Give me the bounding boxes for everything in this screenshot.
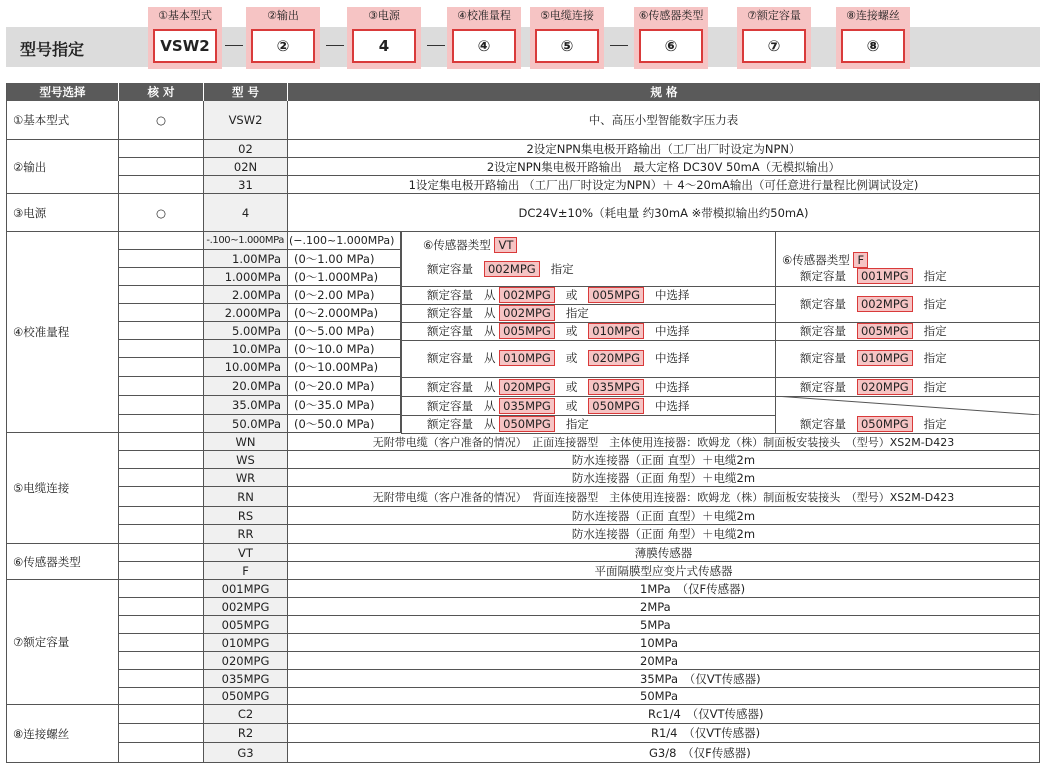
range-cell: (0～20.0 MPa) xyxy=(288,377,401,396)
col-header-spec: 规 格 xyxy=(288,83,1040,101)
model-cell: 001MPG xyxy=(204,580,288,598)
capacity-code: 005MPG xyxy=(857,323,913,339)
or-label: 或 xyxy=(565,351,578,365)
check-cell xyxy=(119,250,204,268)
vt-row-3 xyxy=(427,305,589,321)
cell-label: ⑥传感器类型 xyxy=(634,7,708,25)
check-cell xyxy=(119,158,204,176)
group-sensor: ⑥传感器类型 xyxy=(7,544,119,580)
model-cell: -.100~1.000MPa xyxy=(204,232,288,250)
f-row-3 xyxy=(800,323,947,339)
group-cable: ⑤电缆连接 xyxy=(7,433,119,544)
check-cell xyxy=(119,688,204,705)
f-row-sep xyxy=(775,377,1040,378)
check-cell xyxy=(119,634,204,652)
cell-value: ④ xyxy=(452,29,516,63)
vt-row-5 xyxy=(427,350,689,366)
spec-cell: R1/4 （仅VT传感器) xyxy=(288,724,1040,743)
or-label: 或 xyxy=(565,288,578,302)
spec-cell: 20MPa xyxy=(288,652,1040,670)
capacity-code: 020MPG xyxy=(857,379,913,395)
group-capacity: ⑦额定容量 xyxy=(7,580,119,705)
vt-type-label xyxy=(423,237,517,253)
model-cell: 5.00MPa xyxy=(204,322,288,340)
model-cell: 010MPG xyxy=(204,634,288,652)
f-row-2 xyxy=(800,296,947,312)
cell-value: ⑧ xyxy=(841,29,905,63)
spec-cell: G3/8 （仅F传感器) xyxy=(288,743,1040,763)
check-cell xyxy=(119,268,204,286)
spec-cell: 50MPa xyxy=(288,688,1040,705)
model-cell: VT xyxy=(204,544,288,562)
model-cell: 35.0MPa xyxy=(204,396,288,415)
check-cell xyxy=(119,544,204,562)
check-cell xyxy=(119,340,204,358)
f-row-6 xyxy=(800,416,947,432)
spec-cell: 10MPa xyxy=(288,634,1040,652)
model-cell: WN xyxy=(204,433,288,451)
model-cell: 020MPG xyxy=(204,652,288,670)
model-cell: G3 xyxy=(204,743,288,763)
group-range: ④校准量程 xyxy=(7,232,119,433)
check-cell xyxy=(119,377,204,396)
capacity-code: 010MPG xyxy=(588,323,644,339)
check-cell xyxy=(119,670,204,688)
vt-row-8 xyxy=(427,416,589,432)
from-label: 从 xyxy=(483,288,496,302)
spec-cell: 中、高压小型智能数字压力表 xyxy=(288,101,1040,140)
check-cell xyxy=(119,232,204,250)
f-row-5 xyxy=(800,379,947,395)
specify-label: 指定 xyxy=(923,351,947,365)
cell-label: ①基本型式 xyxy=(148,7,222,25)
check-cell xyxy=(119,598,204,616)
check-power: ○ xyxy=(119,194,204,232)
capacity-code: 050MPG xyxy=(857,416,913,432)
f-row-1 xyxy=(800,268,947,284)
check-cell xyxy=(119,415,204,433)
check-cell xyxy=(119,616,204,634)
or-label: 或 xyxy=(565,399,578,413)
range-cell: (0～50.0 MPa) xyxy=(288,415,401,433)
check-basic: ○ xyxy=(119,101,204,140)
check-cell xyxy=(119,525,204,544)
capacity-code: 002MPG xyxy=(499,287,555,303)
capacity-code: 005MPG xyxy=(588,287,644,303)
vt-row-sep xyxy=(401,377,775,378)
check-cell xyxy=(119,507,204,525)
capacity-code: 005MPG xyxy=(499,323,555,339)
spec-cell: 2设定NPN集电极开路输出 最大定格 DC30V 50mA（无模拟输出） xyxy=(288,158,1040,176)
check-cell xyxy=(119,304,204,322)
cell-value: ⑤ xyxy=(535,29,599,63)
specify-label: 指定 xyxy=(923,417,947,431)
rated-label: 额定容量 xyxy=(427,324,473,338)
model-cell: RS xyxy=(204,507,288,525)
group-output: ②输出 xyxy=(7,140,119,194)
model-cell: WR xyxy=(204,469,288,487)
check-cell xyxy=(119,562,204,580)
cell-value: 4 xyxy=(352,29,416,63)
vt-type-text: ⑥传感器类型 xyxy=(423,238,491,252)
model-cell: 1.000MPa xyxy=(204,268,288,286)
rated-label: 额定容量 xyxy=(427,399,473,413)
f-row-sep xyxy=(775,340,1040,341)
model-cell: R2 xyxy=(204,724,288,743)
rated-label: 额定容量 xyxy=(800,380,846,394)
model-cell: 050MPG xyxy=(204,688,288,705)
vt-row-sep xyxy=(401,340,775,341)
vt-row-1 xyxy=(427,261,574,277)
range-cell: (0～1.00 MPa) xyxy=(288,250,401,268)
range-cell: (0～35.0 MPa) xyxy=(288,396,401,415)
rated-label: 额定容量 xyxy=(427,380,473,394)
spec-cell: 1设定集电极开路输出 （工厂出厂时设定为NPN）＋ 4～20mA输出（可任意进行量程比例调试设定) xyxy=(288,176,1040,194)
spec-cell: Rc1/4 （仅VT传感器) xyxy=(288,705,1040,724)
select-label: 中选择 xyxy=(654,288,690,302)
check-cell xyxy=(119,705,204,724)
spec-cell: 5MPa xyxy=(288,616,1040,634)
check-cell xyxy=(119,433,204,451)
capacity-code: 010MPG xyxy=(499,350,555,366)
capacity-code: 050MPG xyxy=(588,398,644,414)
spec-cell: 防水连接器（正面 直型）＋电缆2m xyxy=(288,507,1040,525)
cell-label: ⑧连接螺丝 xyxy=(836,7,910,25)
specify-label: 指定 xyxy=(550,262,574,276)
model-cell: 2.000MPa xyxy=(204,304,288,322)
model-cell: 10.00MPa xyxy=(204,358,288,377)
spec-cell: 1MPa （仅F传感器) xyxy=(288,580,1040,598)
rated-label: 额定容量 xyxy=(800,297,846,311)
capacity-code: 002MPG xyxy=(857,296,913,312)
from-label: 从 xyxy=(483,306,496,320)
model-cell: RN xyxy=(204,487,288,507)
rated-label: 额定容量 xyxy=(427,306,473,320)
range-cell: (0～2.00 MPa) xyxy=(288,286,401,304)
model-cell: WS xyxy=(204,451,288,469)
check-cell xyxy=(119,322,204,340)
group-power: ③电源 xyxy=(7,194,119,232)
model-cell: 10.0MPa xyxy=(204,340,288,358)
model-cell: 1.00MPa xyxy=(204,250,288,268)
capacity-code: 020MPG xyxy=(499,379,555,395)
select-label: 中选择 xyxy=(654,324,690,338)
model-cell: 2.00MPa xyxy=(204,286,288,304)
spec-cell: 防水连接器（正面 直型）＋电缆2m xyxy=(288,451,1040,469)
cell-label: ④校准量程 xyxy=(447,7,521,25)
check-cell xyxy=(119,580,204,598)
spec-cell: DC24V±10%（耗电量 约30mA ※带模拟输出约50mA) xyxy=(288,194,1040,232)
specify-label: 指定 xyxy=(923,297,947,311)
specify-label: 指定 xyxy=(565,417,589,431)
range-cell: (−.100~1.000MPa) xyxy=(288,232,401,250)
rated-label: 额定容量 xyxy=(800,351,846,365)
model-cell: 002MPG xyxy=(204,598,288,616)
cell-label: ⑦额定容量 xyxy=(737,7,811,25)
spec-cell: 防水连接器（正面 角型）＋电缆2m xyxy=(288,525,1040,544)
cell-value: ② xyxy=(251,29,315,63)
rated-label: 额定容量 xyxy=(800,417,846,431)
capacity-code: 020MPG xyxy=(588,350,644,366)
col-header-check: 核 对 xyxy=(119,83,204,101)
spec-cell: 2设定NPN集电极开路输出（工厂出厂时设定为NPN） xyxy=(288,140,1040,158)
vt-row-2 xyxy=(427,287,689,303)
check-cell xyxy=(119,724,204,743)
capacity-code: 050MPG xyxy=(499,416,555,432)
check-cell xyxy=(119,652,204,670)
col-header-selection: 型号选择 xyxy=(7,83,119,101)
col-header-model: 型 号 xyxy=(204,83,288,101)
specify-label: 指定 xyxy=(923,269,947,283)
check-cell xyxy=(119,743,204,763)
model-cell: 035MPG xyxy=(204,670,288,688)
specify-label: 指定 xyxy=(923,324,947,338)
spec-cell: 薄膜传感器 xyxy=(288,544,1040,562)
check-cell xyxy=(119,286,204,304)
from-label: 从 xyxy=(483,380,496,394)
spec-cell: 35MPa （仅VT传感器) xyxy=(288,670,1040,688)
cell-value: VSW2 xyxy=(153,29,217,63)
rated-label: 额定容量 xyxy=(800,324,846,338)
rated-label: 额定容量 xyxy=(427,288,473,302)
specify-label: 指定 xyxy=(923,380,947,394)
model-cell: 02 xyxy=(204,140,288,158)
range-divider xyxy=(401,232,402,433)
check-cell xyxy=(119,487,204,507)
model-cell: VSW2 xyxy=(204,101,288,140)
spec-cell: 无附带电缆（客户准备的情况） 背面连接器型 主体使用连接器：欧姆龙（株）制面板安装接头 （型号）XS2M-D423 xyxy=(288,487,1040,507)
diagonal-slash xyxy=(775,396,1040,415)
model-cell: 02N xyxy=(204,158,288,176)
cell-label: ③电源 xyxy=(347,7,421,25)
f-row-sep xyxy=(775,286,1040,287)
cell-label: ②输出 xyxy=(246,7,320,25)
vt-type-code: VT xyxy=(494,237,517,253)
capacity-code: 002MPG xyxy=(499,305,555,321)
from-label: 从 xyxy=(483,417,496,431)
vt-row-4 xyxy=(427,323,689,339)
capacity-code: 002MPG xyxy=(484,261,540,277)
capacity-code: 035MPG xyxy=(588,379,644,395)
f-row-4 xyxy=(800,350,947,366)
spec-cell: 防水连接器（正面 角型）＋电缆2m xyxy=(288,469,1040,487)
model-cell: 31 xyxy=(204,176,288,194)
capacity-code: 001MPG xyxy=(857,268,913,284)
check-cell xyxy=(119,176,204,194)
model-cell: 20.0MPa xyxy=(204,377,288,396)
rated-label: 额定容量 xyxy=(427,351,473,365)
check-cell xyxy=(119,451,204,469)
from-label: 从 xyxy=(483,399,496,413)
spec-cell: 平面隔膜型应变片式传感器 xyxy=(288,562,1040,580)
range-cell: (0～10.00MPa) xyxy=(288,358,401,377)
cell-label: ⑤电缆连接 xyxy=(530,7,604,25)
select-label: 中选择 xyxy=(654,399,690,413)
cell-value: ⑥ xyxy=(639,29,703,63)
from-label: 从 xyxy=(483,324,496,338)
rated-label: 额定容量 xyxy=(427,417,473,431)
model-cell: C2 xyxy=(204,705,288,724)
select-label: 中选择 xyxy=(654,380,690,394)
page-title: 型号指定 xyxy=(20,40,85,59)
check-cell xyxy=(119,358,204,377)
range-cell: (0～1.000MPa) xyxy=(288,268,401,286)
rated-label: 额定容量 xyxy=(427,262,473,276)
spec-cell: 无附带电缆（客户准备的情况） 正面连接器型 主体使用连接器：欧姆龙（株）制面板安装接头 （型号）XS2M-D423 xyxy=(288,433,1040,451)
group-basic: ①基本型式 xyxy=(7,101,119,140)
cell-value: ⑦ xyxy=(742,29,806,63)
model-cell: 005MPG xyxy=(204,616,288,634)
vt-row-6 xyxy=(427,379,689,395)
f-type-label xyxy=(782,252,868,268)
f-type-code: F xyxy=(853,252,868,268)
range-cell: (0～5.00 MPa) xyxy=(288,322,401,340)
specify-label: 指定 xyxy=(565,306,589,320)
from-label: 从 xyxy=(483,351,496,365)
model-cell: 4 xyxy=(204,194,288,232)
check-cell xyxy=(119,469,204,487)
check-cell xyxy=(119,140,204,158)
model-cell: F xyxy=(204,562,288,580)
range-cell: (0～10.0 MPa) xyxy=(288,340,401,358)
vt-row-7 xyxy=(427,398,689,414)
spec-cell: 2MPa xyxy=(288,598,1040,616)
select-label: 中选择 xyxy=(654,351,690,365)
capacity-code: 035MPG xyxy=(499,398,555,414)
model-cell: RR xyxy=(204,525,288,544)
or-label: 或 xyxy=(565,324,578,338)
check-cell xyxy=(119,396,204,415)
f-type-text: ⑥传感器类型 xyxy=(782,253,850,267)
vt-row-sep xyxy=(401,396,775,397)
group-thread: ⑧连接螺丝 xyxy=(7,705,119,763)
capacity-code: 010MPG xyxy=(857,350,913,366)
or-label: 或 xyxy=(565,380,578,394)
rated-label: 额定容量 xyxy=(800,269,846,283)
model-cell: 50.0MPa xyxy=(204,415,288,433)
range-cell: (0～2.000MPa) xyxy=(288,304,401,322)
